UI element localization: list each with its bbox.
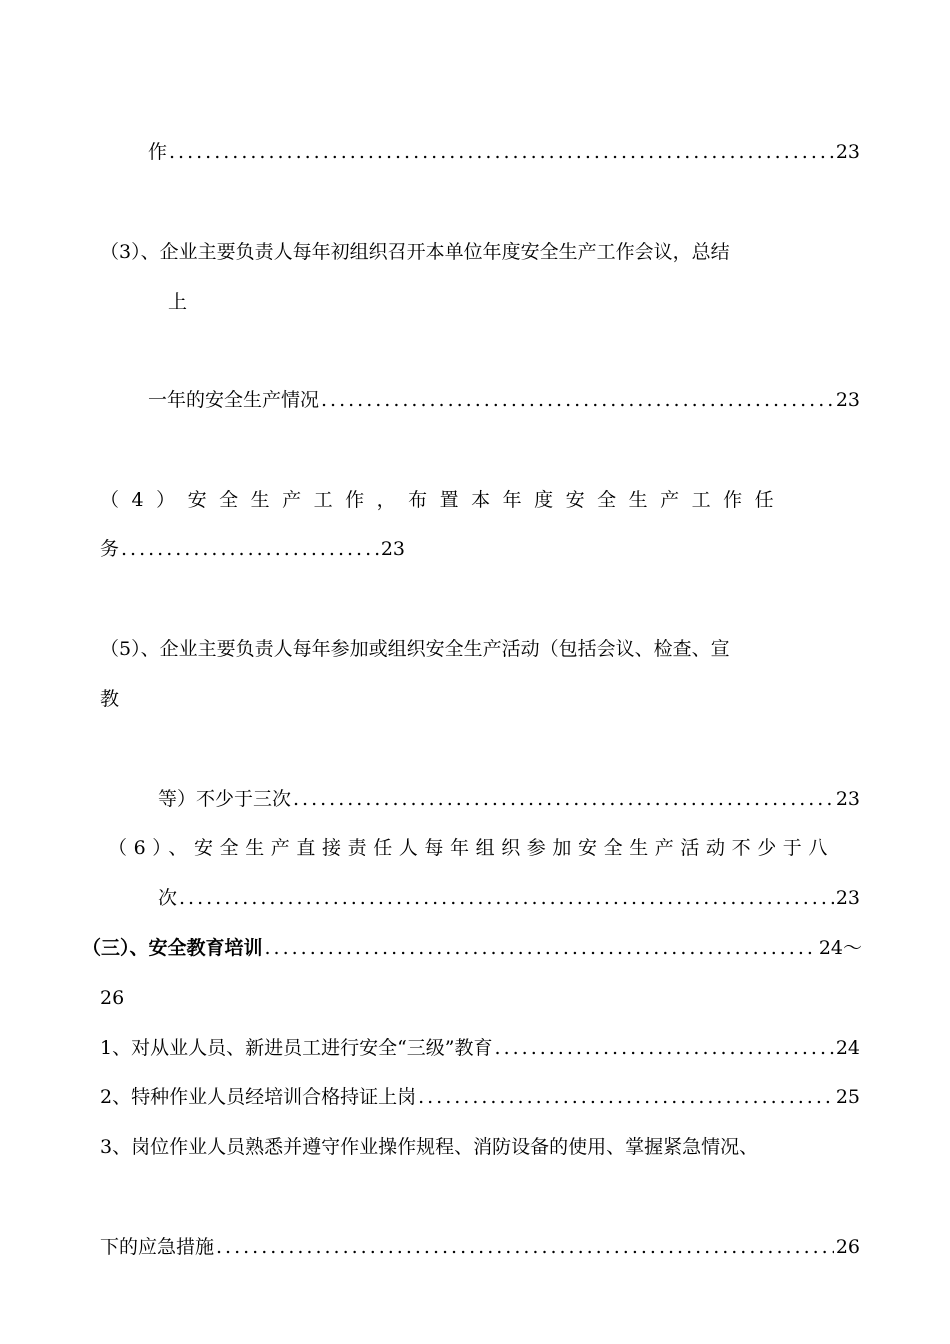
- toc-entry: [100, 1084, 860, 1110]
- toc-page-number: 25: [835, 1086, 860, 1108]
- toc-leader-dots: [216, 1234, 834, 1260]
- toc-page-number: 26: [835, 1236, 860, 1258]
- toc-entry: [100, 1035, 860, 1061]
- toc-entry-text: （5）、企业主要负责人每年参加或组织安全生产活动（包括会议、检查、宣: [100, 638, 730, 660]
- toc-page-number: 23: [380, 538, 405, 560]
- toc-leader-dots: [121, 536, 379, 562]
- toc-entry: [148, 139, 860, 165]
- toc-page-number: 23: [835, 141, 860, 163]
- toc-entry: [148, 387, 860, 413]
- toc-entry-text: （3）、企业主要负责人每年初组织召开本单位年度安全生产工作会议，总结: [100, 241, 730, 263]
- toc-leader-dots: [179, 885, 834, 911]
- toc-entry-text: 3、岗位作业人员熟悉并遵守作业操作规程、消防设备的使用、掌握紧急情况、: [100, 1136, 759, 1158]
- toc-entry-text: （4）安全生产工作，布置本年度安全生产工作任: [100, 489, 787, 511]
- toc-entry: [158, 885, 860, 911]
- toc-page-number: 24: [835, 1037, 860, 1059]
- toc-entry: [100, 1234, 860, 1260]
- toc-entry-text: 作: [148, 141, 168, 163]
- toc-entry-text: 等）不少于三次: [158, 788, 292, 810]
- toc-entry-text: （6）、安全生产直接责任人每年组织参加安全生产活动不少于八: [108, 837, 834, 859]
- toc-entry: [158, 786, 860, 812]
- toc-entry-text: 上: [168, 291, 188, 313]
- toc-entry-text: 2、特种作业人员经培训合格持证上岗: [100, 1086, 417, 1108]
- toc-entry-text: 下的应急措施: [100, 1236, 215, 1258]
- toc-page-number: 24～: [818, 937, 862, 959]
- toc-entry-text: 一年的安全生产情况: [148, 389, 320, 411]
- toc-entry-text: （三）、安全教育培训: [82, 937, 263, 959]
- toc-entry-text: 教: [100, 688, 120, 710]
- toc-entry: [100, 536, 405, 562]
- toc-leader-dots: [265, 935, 817, 961]
- toc-leader-dots: [293, 786, 834, 812]
- toc-page-number: 26: [100, 987, 125, 1009]
- toc-leader-dots: [321, 387, 834, 413]
- toc-entry-text: 次: [158, 887, 178, 909]
- toc-page-number: 23: [835, 788, 860, 810]
- toc-entry-text: 务: [100, 538, 120, 560]
- toc-leader-dots: [418, 1084, 834, 1110]
- toc-leader-dots: [495, 1035, 834, 1061]
- toc-page-number: 23: [835, 389, 860, 411]
- toc-entry-text: 1、对从业人员、新进员工进行安全“三级”教育: [100, 1037, 493, 1059]
- toc-leader-dots: [169, 139, 834, 165]
- toc-section-heading: [82, 935, 862, 961]
- toc-page-number: 23: [835, 887, 860, 909]
